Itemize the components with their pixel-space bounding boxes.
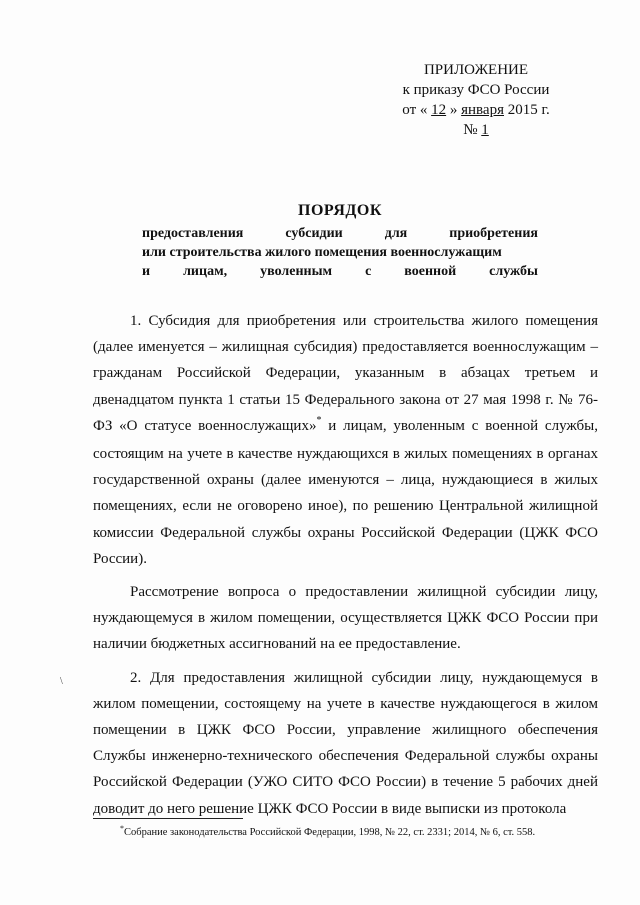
paragraph-3: 2. Для предоставления жилищной субсидии лицу, нуждающемуся в жилом помещении, состоящему на учете в качестве нуждающегося в жилом помещении в ЦЖК ФСО России, управление жилищного обеспечения Службы инженерно-технического обеспечения Федеральной службы охраны Российской Федерации (УЖО СИТО ФСО России) в течение 5 рабочих дней доводит до него решение ЦЖК ФСО России в виде выписки из протокола: [93, 669, 598, 817]
appendix-header: [386, 60, 566, 140]
appendix-number: 1: [481, 122, 489, 138]
subtitle-word: приобретения: [449, 226, 538, 241]
subtitle-word: для: [384, 226, 408, 241]
footnote: [120, 826, 580, 839]
appendix-date-line: от « 12 » января 2015 г.: [402, 102, 550, 118]
subtitle-word: службы: [489, 264, 538, 279]
footnote-divider: [93, 818, 243, 819]
subtitle-line: [142, 262, 538, 281]
subtitle-word: субсидии: [285, 226, 343, 241]
appendix-date-month: января: [461, 102, 504, 118]
subtitle-word: военной: [404, 264, 457, 279]
subtitle-word: или строительства жилого помещения военнослужащим: [142, 245, 502, 260]
appendix-order-line: к приказу ФСО России: [402, 82, 550, 98]
paragraph-2: Рассмотрение вопроса о предоставлении жилищной субсидии лицу, нуждающемуся в жилом помещении, осуществляется ЦЖК ФСО России при наличии бюджетных ассигнований на ее предоставление.: [93, 584, 598, 653]
subtitle-word: уволенным: [260, 264, 333, 279]
subtitle-word: и: [142, 264, 151, 279]
document-title-block: [142, 202, 538, 281]
subtitle-line: [142, 224, 538, 243]
stray-scan-mark: \: [60, 676, 63, 687]
footnote-text: Собрание законодательства Российской Федерации, 1998, № 22, ст. 2331; 2014, № 6, ст. 558.: [124, 827, 536, 838]
appendix-date-day: 12: [431, 102, 447, 118]
document-subtitle: [142, 224, 538, 281]
appendix-number-line: № 1: [463, 122, 489, 138]
paragraph-1: 1. Субсидия для приобретения или строительства жилого помещения (далее именуется – жилищная субсидия) предоставляется военнослужащим – гражданам Российской Федерации, указанным в абзацах третьем и двенадцатом пункта 1 статьи 15 Федерального закона от 27 мая 1998 г. № 76-ФЗ «О статусе военнослужащих»* и лицам, уволенным с военной службы, состоящим на учете в качестве нуждающихся в жилых помещениях в органах государственной охраны (далее именуются – лица, нуждающиеся в жилых помещениях, если не оговорено иное), по решению Центральной жилищной комиссии Федеральной службы охраны Российской Федерации (ЦЖК ФСО России).: [93, 313, 599, 567]
document-title: ПОРЯДОК: [298, 202, 382, 219]
subtitle-line: [142, 243, 538, 262]
subtitle-word: лицам,: [183, 264, 228, 279]
subtitle-word: с: [365, 264, 372, 279]
appendix-title: ПРИЛОЖЕНИЕ: [423, 62, 529, 78]
footnote-reference: *: [316, 414, 322, 426]
document-body: [93, 308, 598, 822]
footnote-mark: *: [120, 824, 124, 833]
subtitle-word: предоставления: [142, 226, 244, 241]
